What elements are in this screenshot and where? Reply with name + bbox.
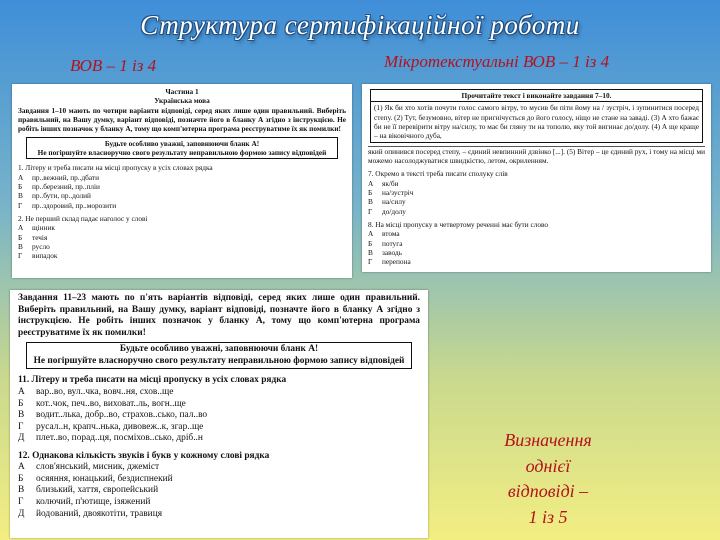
label-microtext-bov: Мікротекстуальні ВОВ – 1 із 4 xyxy=(384,52,610,71)
option: Г русал..н, крапч..нька, дивовеж..к, згар..ще xyxy=(18,421,204,432)
subject-heading: Українська мова xyxy=(154,96,210,106)
text-box xyxy=(370,89,703,143)
exam-excerpt-microtext xyxy=(362,84,711,272)
option: В русло xyxy=(18,241,50,251)
instructions-text: Завдання 11–23 мають по п'ять варіантів відповіді, серед яких лише один правильний. Виберіть правильний, на Вашу думку, варіант відповіді, позначте його в бланку А згідно з інструкцією. Не робіть інших позначок у бланку А, тому що комп'ютерна програма реєструватиме їх як помилки! xyxy=(18,293,420,338)
option: Г випадок xyxy=(18,251,58,261)
question-8: 8. На місці пропуску в четвертому реченні має бути слово xyxy=(368,219,549,229)
warning-box xyxy=(26,137,338,160)
part-heading: Частина 1 xyxy=(165,87,199,96)
question-7: 7. Окремо в тексті треба писати сполуку слів xyxy=(368,169,508,179)
text-box-header: Прочитайте текст і виконайте завдання 7–10. xyxy=(371,90,702,102)
option: Б пр..березний, пр..пліи xyxy=(18,181,100,191)
definition-caption xyxy=(448,428,648,530)
option: А як/би xyxy=(368,178,399,188)
warning-box xyxy=(26,342,412,369)
option: А вар..во, вул..чка, вовч..ня, схов..ще xyxy=(18,386,174,397)
option: Б течія xyxy=(18,232,48,242)
instructions-text: Завдання 1–10 мають по чотири варіанти відповіді, серед яких лише один правильний. Виберіть правильний, на Вашу думку, варіант відповіді, позначте його в бланку А згідно з інструкцією. Не робіть інших позначок у бланку А, тому що комп'ютерна програма реєструватиме їх як помилки! xyxy=(18,105,346,134)
option: Д йодований, двоякотіти, травиця xyxy=(18,508,163,519)
definition-line: Визначення xyxy=(504,430,592,450)
question-12: 12. Однакова кількість звуків і букв у кожному слові рядка xyxy=(18,450,270,461)
question-1: 1. Літеру и треба писати на місці пропуску в усіх словах рядка xyxy=(18,163,213,173)
option: Г колючий, п'ютище, ізяжений xyxy=(18,497,151,507)
option: Б потуга xyxy=(368,238,403,248)
option: Г до/долу xyxy=(368,206,406,216)
definition-line: відповіді – xyxy=(507,481,589,502)
question-11: 11. Літеру и треба писати на місці пропуску в усіх словах рядка xyxy=(18,375,287,386)
warning-line-1: Будьте особливо уважні, заповнюючи бланк А! xyxy=(104,138,260,148)
definition-line: однієї xyxy=(525,455,571,476)
option: А щінник xyxy=(18,223,55,233)
definition-line: 1 із 5 xyxy=(528,506,568,527)
option: Б осяяння, юнацький, бездиспнекий xyxy=(18,473,173,484)
exam-excerpt-part1 xyxy=(12,84,352,278)
option: Г пр..здоровий, пр..морозити xyxy=(18,200,117,210)
option: А пр..вежний, пр..дбати xyxy=(18,172,100,182)
option: Д плет..во, порад..ця, посміхов..сько, дріб..н xyxy=(18,433,203,444)
exam-excerpt-five-options xyxy=(10,290,428,538)
option: В на/силу xyxy=(368,197,406,207)
warning-line-2: Не погіршуйте власноручно свого результату неправильною формою запису відповідей xyxy=(37,147,327,157)
option: А втома xyxy=(368,229,400,239)
slide-title: Структура сертифікаційної роботи xyxy=(140,10,580,40)
option: В пр..бути, пр..долий xyxy=(18,191,91,201)
warning-line-1: Будьте особливо уважні, заповнюючи бланк А! xyxy=(119,344,319,355)
option: Г перепона xyxy=(368,257,411,267)
text-box-body: (1) Як би хто хотів почути голос самого вітру, то мусив би піти йому на / зустріч, і зупинитися посеред степу. (2) Тут, безумовно, вітер не пригнічується до його голосу, ніщо не стане на заваді. (3) А хто бажає би не її перевірити вітру на/силу, то має би гляну ти на тополю, яку той вигинає до/долу. (4) А ще краще – на віковічного дуба, xyxy=(374,103,699,141)
question-2: 2. Не перший склад падає наголос у слові xyxy=(18,213,148,223)
option: Б кот..чок, печ..во, виховат..ль, вогн..ще xyxy=(18,398,186,409)
label-bov-1-of-4: ВОВ – 1 із 4 xyxy=(70,56,157,75)
option: Б на/зустріч xyxy=(368,187,414,197)
option: В заводь xyxy=(368,247,402,257)
warning-line-2: Не погіршуйте власноручно свого результату неправильною формою запису відповідей xyxy=(33,355,405,366)
option: В близький, хаття, європейський xyxy=(18,485,159,496)
option: В водит..лька, добр..во, страхов..сько, пал..во xyxy=(18,410,208,421)
option: А слов'янський, мисник, джеміст xyxy=(18,462,160,473)
text-continuation: який опинився посеред степу, – єдиний невпинний дзвінко [...]. (5) Вітер – це єдиний рух, і тому на місці ми можемо насолоджуватися швидкістю, летом, окриленням. xyxy=(368,146,705,165)
